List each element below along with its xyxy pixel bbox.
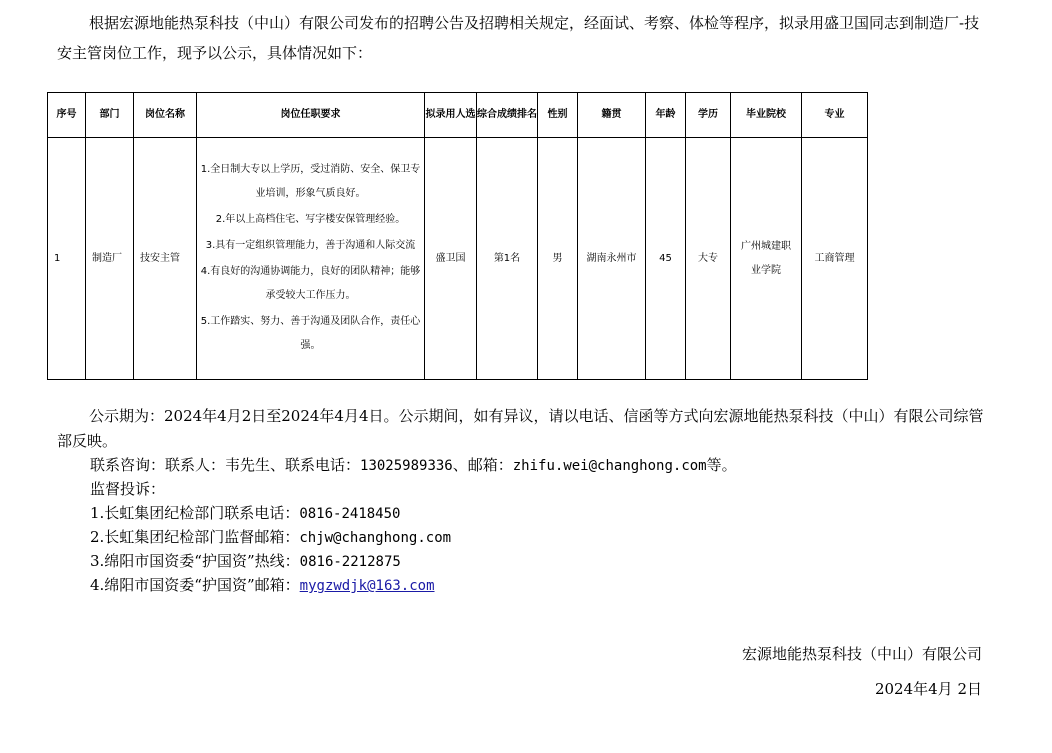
header-cell: 年龄 <box>646 93 686 138</box>
table-row <box>48 138 868 380</box>
contact-mail: zhifu.wei@changhong.com <box>512 458 707 474</box>
contact-mail-label: 、邮箱： <box>452 456 513 474</box>
cell-position: 技安主管 <box>134 138 197 380</box>
header-cell: 部门 <box>86 93 134 138</box>
supervise-value: 0816-2418450 <box>299 506 401 522</box>
supervise-item <box>90 501 400 526</box>
requirement-item: 4.有良好的沟通协调能力，良好的团队精神；能够承受较大工作压力。 <box>200 265 421 301</box>
contact-line <box>90 453 737 478</box>
header-cell: 综合成绩排名 <box>477 93 538 138</box>
supervise-value: chjw@changhong.com <box>299 530 452 546</box>
email-link[interactable]: mygzwdjk@163.com <box>299 578 435 594</box>
requirement-item: 2.年以上高档住宅、写字楼安保管理经验。 <box>215 213 406 225</box>
signature-date: 2024年4月 2日 <box>874 680 982 698</box>
header-cell: 毕业院校 <box>731 93 802 138</box>
requirement-item: 3.具有一定组织管理能力，善于沟通和人际交流 <box>205 239 416 251</box>
supervise-item <box>90 525 451 550</box>
header-cell: 学历 <box>686 93 731 138</box>
company-signature: 宏源地能热泵科技（中山）有限公司 <box>741 645 982 663</box>
contact-phone: 13025989336 <box>360 458 453 474</box>
supervise-label: 2.长虹集团纪检部门监督邮箱： <box>90 528 300 546</box>
supervise-label: 3.绵阳市国资委“护国资”热线： <box>90 552 300 570</box>
supervise-title: 监督投诉： <box>90 480 166 498</box>
cell-dept: 制造厂 <box>86 138 134 380</box>
header-cell: 序号 <box>48 93 86 138</box>
table-header-row <box>48 93 868 138</box>
contact-label: 联系咨询：联系人：韦先生、联系电话： <box>90 456 361 474</box>
contact-tail: 等。 <box>706 456 737 474</box>
cell-school: 广州城建职业学院 <box>731 138 802 380</box>
header-cell: 岗位任职要求 <box>197 93 425 138</box>
cell-candidate: 盛卫国 <box>425 138 477 380</box>
requirement-item: 5.工作踏实、努力、善于沟通及团队合作，责任心强。 <box>200 315 421 351</box>
header-cell: 性别 <box>538 93 578 138</box>
cell-age: 45 <box>646 138 686 380</box>
cell-rank: 第1名 <box>477 138 538 380</box>
intro-paragraph: 根据宏源地能热泵科技（中山）有限公司发布的招聘公告及招聘相关规定，经面试、考察、体检等程序，拟录用盛卫国同志到制造厂-技安主管岗位工作，现予以公示，具体情况如下： <box>57 14 980 62</box>
header-cell: 拟录用人选 <box>425 93 477 138</box>
supervise-label: 4.绵阳市国资委“护国资”邮箱： <box>90 576 300 594</box>
supervise-label: 1.长虹集团纪检部门联系电话： <box>90 504 300 522</box>
cell-education: 大专 <box>686 138 731 380</box>
supervise-item <box>90 549 401 574</box>
header-cell: 专业 <box>802 93 868 138</box>
cell-no: 1 <box>48 138 86 380</box>
cell-gender: 男 <box>538 138 578 380</box>
notice-period: 公示期为：2024年4月2日至2024年4月4日。公示期间，如有异议，请以电话、信函等方式向宏源地能热泵科技（中山）有限公司综管部反映。 <box>57 407 984 450</box>
supervise-value: 0816-2212875 <box>299 554 401 570</box>
requirement-item: 1.全日制大专以上学历，受过消防、安全、保卫专业培训，形象气质良好。 <box>200 163 421 199</box>
cell-origin: 湖南永州市 <box>578 138 646 380</box>
header-cell: 岗位名称 <box>134 93 197 138</box>
hiring-table <box>47 92 868 380</box>
header-cell: 籍贯 <box>578 93 646 138</box>
supervise-item <box>90 573 435 598</box>
cell-major: 工商管理 <box>802 138 868 380</box>
cell-requirements <box>197 138 425 380</box>
